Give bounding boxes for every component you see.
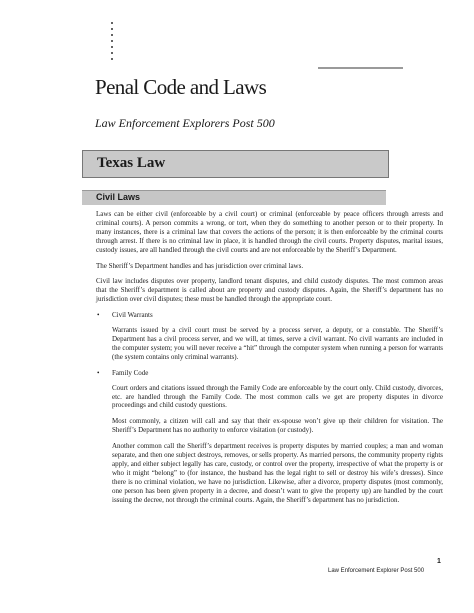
bullet-label: Civil Warrants bbox=[112, 311, 153, 320]
decorative-rule bbox=[318, 67, 403, 69]
page-number: 1 bbox=[437, 558, 441, 565]
bullet-icon: • bbox=[97, 311, 100, 320]
document-title: Penal Code and Laws bbox=[95, 75, 267, 99]
paragraph: Warrants issued by a civil court must be served by a process server, a deputy, or a constable. The Sheriff’s Department has a civil process server, and we will, at times, serve a civil warrant. No civil warrants are included in the computer system; you will never receive a “hit” through the computer system when running a person for warrants (the system contains only criminal warrants). bbox=[112, 326, 443, 361]
bullet-item-civil-warrants bbox=[96, 311, 443, 320]
subsection-header bbox=[82, 190, 386, 205]
page-footer: Law Enforcement Explorer Post 500 bbox=[328, 568, 425, 574]
paragraph: Civil law includes disputes over property, landlord tenant disputes, and child custody disputes. The most common areas that the Sheriff’s department is called about are property and custody disputes. Again, the Sheriff’s department has no jurisdiction over civil disputes; these must be handled through the appropriate court. bbox=[96, 277, 443, 304]
document-subtitle: Law Enforcement Explorers Post 500 bbox=[95, 116, 275, 130]
paragraph: Most commonly, a citizen will call and say that their ex-spouse won’t give up their children for visitation. The Sheriff’s Department has no authority to enforce visitation (or custody). bbox=[112, 417, 443, 435]
paragraph: Court orders and citations issued through the Family Code are enforceable by the court only. Child custody, divorces, etc. are handled through the Family Code. The most common calls we get are property disputes in divorce proceedings and child custody questions. bbox=[112, 383, 443, 410]
paragraph: The Sheriff’s Department handles and has jurisdiction over criminal laws. bbox=[96, 261, 304, 270]
bullet-item-family-code bbox=[96, 369, 443, 378]
section-header bbox=[82, 150, 389, 178]
body-content bbox=[96, 210, 443, 511]
decorative-dotted-line bbox=[111, 22, 114, 64]
paragraph: Laws can be either civil (enforceable by a civil court) or criminal (enforceable by peace officers through arrests and criminal courts). A person commits a wrong, or tort, when they do something to another person or to their property. In many instances, there is a criminal law that covers the actions of the person; it is then enforceable by the criminal courts through arrest. If there is no criminal law in place, it is handled through the civil courts. Property disputes, marital issues, custody issues, are all handled through the civil courts and are not enforceable by the Sheriff’s Department. bbox=[96, 210, 443, 254]
paragraph: Another common call the Sheriff’s department receives is property disputes by married couples; a man and woman separate, and then one subject destroys, removes, or sells property. As married persons, the community property rights apply, and either subject legally has care, custody, or control over the property, irrespective of what the property is or who it might “belong” to (for instance, the husband has the legal right to sell or destroy his wife’s dresses). Since there is no criminal violation, we have no jurisdiction. Likewise, after a divorce, property disputes (most commonly, one person has been given property in a decree, and doesn’t want to give the property up) are handled by the court issuing the decree, not through the criminal courts. Again, the Sheriff’s department has no jurisdiction. bbox=[112, 442, 443, 504]
bullet-icon: • bbox=[97, 368, 100, 377]
section-title: Texas Law bbox=[97, 155, 166, 171]
bullet-label: Family Code bbox=[112, 368, 149, 377]
subsection-title: Civil Laws bbox=[96, 192, 141, 202]
